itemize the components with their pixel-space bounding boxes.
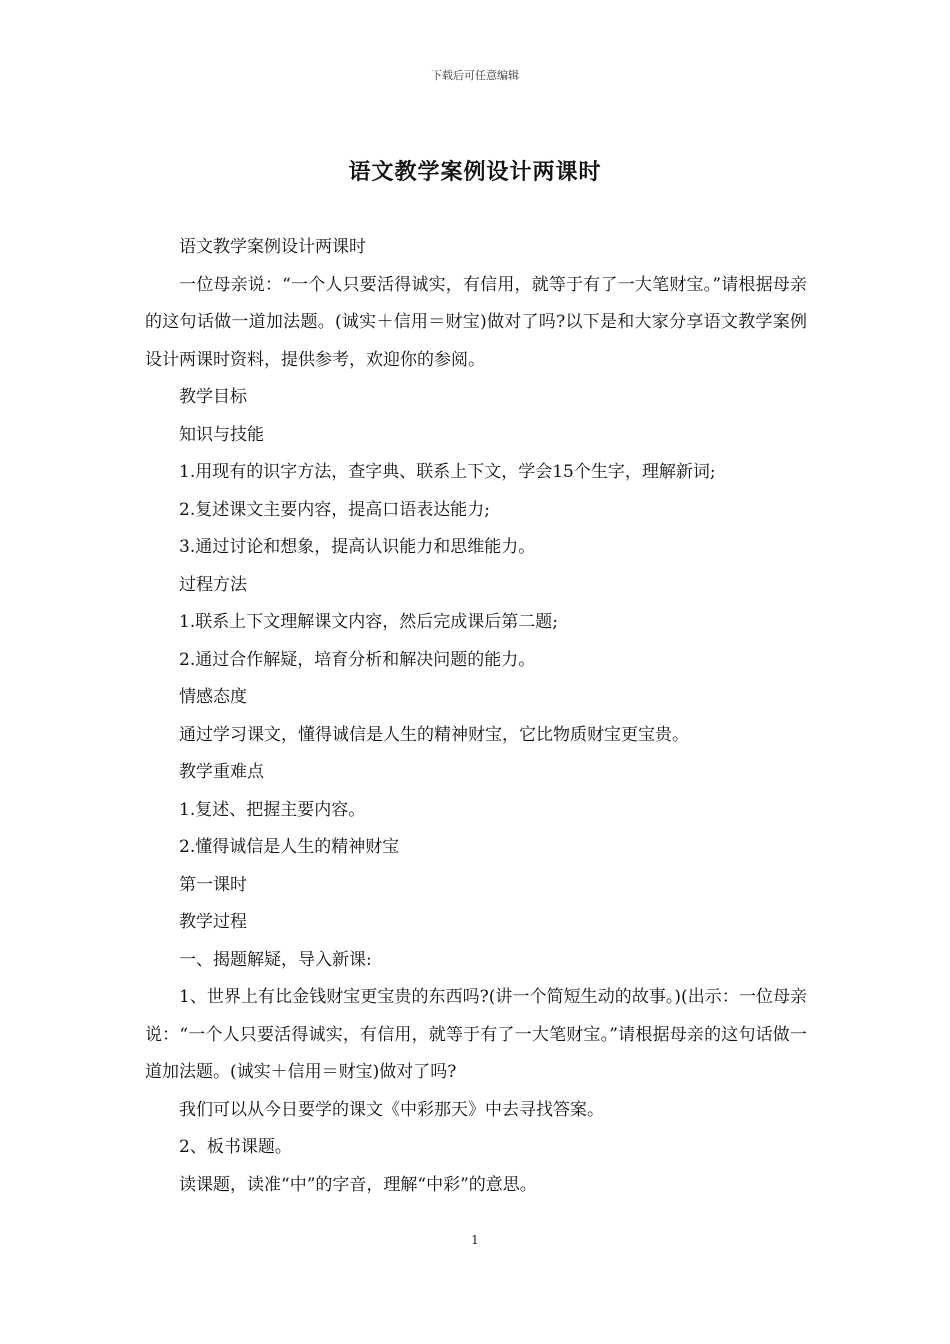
list-item: 1.联系上下文理解课文内容，然后完成课后第二题;: [179, 612, 558, 632]
paragraph: 通过学习课文，懂得诚信是人生的精神财宝，它比物质财宝更宝贵。: [179, 724, 689, 745]
paragraph: 1、世界上有比金钱财宝更宝贵的东西吗?(讲一个简短生动的故事。)(出示：一位母亲说：“一个人只要活得诚实，有信用，就等于有了一大笔财宝。”请根据母亲的这句话做一道加法题。(诚实＋信用＝财宝)做对了吗?: [145, 987, 807, 1082]
page-number: 1: [471, 1233, 479, 1247]
list-item: 1.复述、把握主要内容。: [179, 799, 366, 820]
section-heading: 过程方法: [179, 574, 247, 595]
section-heading: 知识与技能: [179, 424, 264, 445]
page-header-note: 下载后可任意编辑: [431, 69, 519, 82]
document-body: [145, 229, 807, 1204]
list-item: 2.懂得诚信是人生的精神财宝: [179, 837, 400, 857]
list-item: 2.通过合作解疑，培育分析和解决问题的能力。: [179, 649, 536, 670]
list-item: 3.通过讨论和想象，提高认识能力和思维能力。: [179, 537, 536, 557]
paragraph: 我们可以从今日要学的课文《中彩那天》中去寻找答案。: [179, 1099, 604, 1120]
section-heading: 教学目标: [179, 387, 247, 407]
list-item: 2、板书课题。: [179, 1137, 292, 1157]
list-item: 1.用现有的识字方法，查字典、联系上下文，学会15个生字，理解新词;: [179, 462, 716, 482]
section-heading: 教学过程: [179, 912, 247, 932]
section-heading: 第一课时: [179, 874, 247, 895]
section-heading: 教学重难点: [179, 762, 264, 782]
section-heading: 一、揭题解疑，导入新课:: [179, 949, 372, 970]
document-title: 语文教学案例设计两课时: [348, 159, 602, 185]
paragraph: 读课题，读准“中”的字音，理解“中彩”的意思。: [179, 1174, 537, 1195]
list-item: 2.复述课文主要内容，提高口语表达能力;: [179, 499, 490, 520]
paragraph: 一位母亲说：“一个人只要活得诚实，有信用，就等于有了一大笔财宝。”请根据母亲的这句话做一道加法题。(诚实＋信用＝财宝)做对了吗?以下是和大家分享语文教学案例设计两课时资料，提供参考，欢迎你的参阅。: [145, 274, 807, 370]
paragraph: 语文教学案例设计两课时: [179, 237, 366, 257]
section-heading: 情感态度: [179, 687, 247, 707]
